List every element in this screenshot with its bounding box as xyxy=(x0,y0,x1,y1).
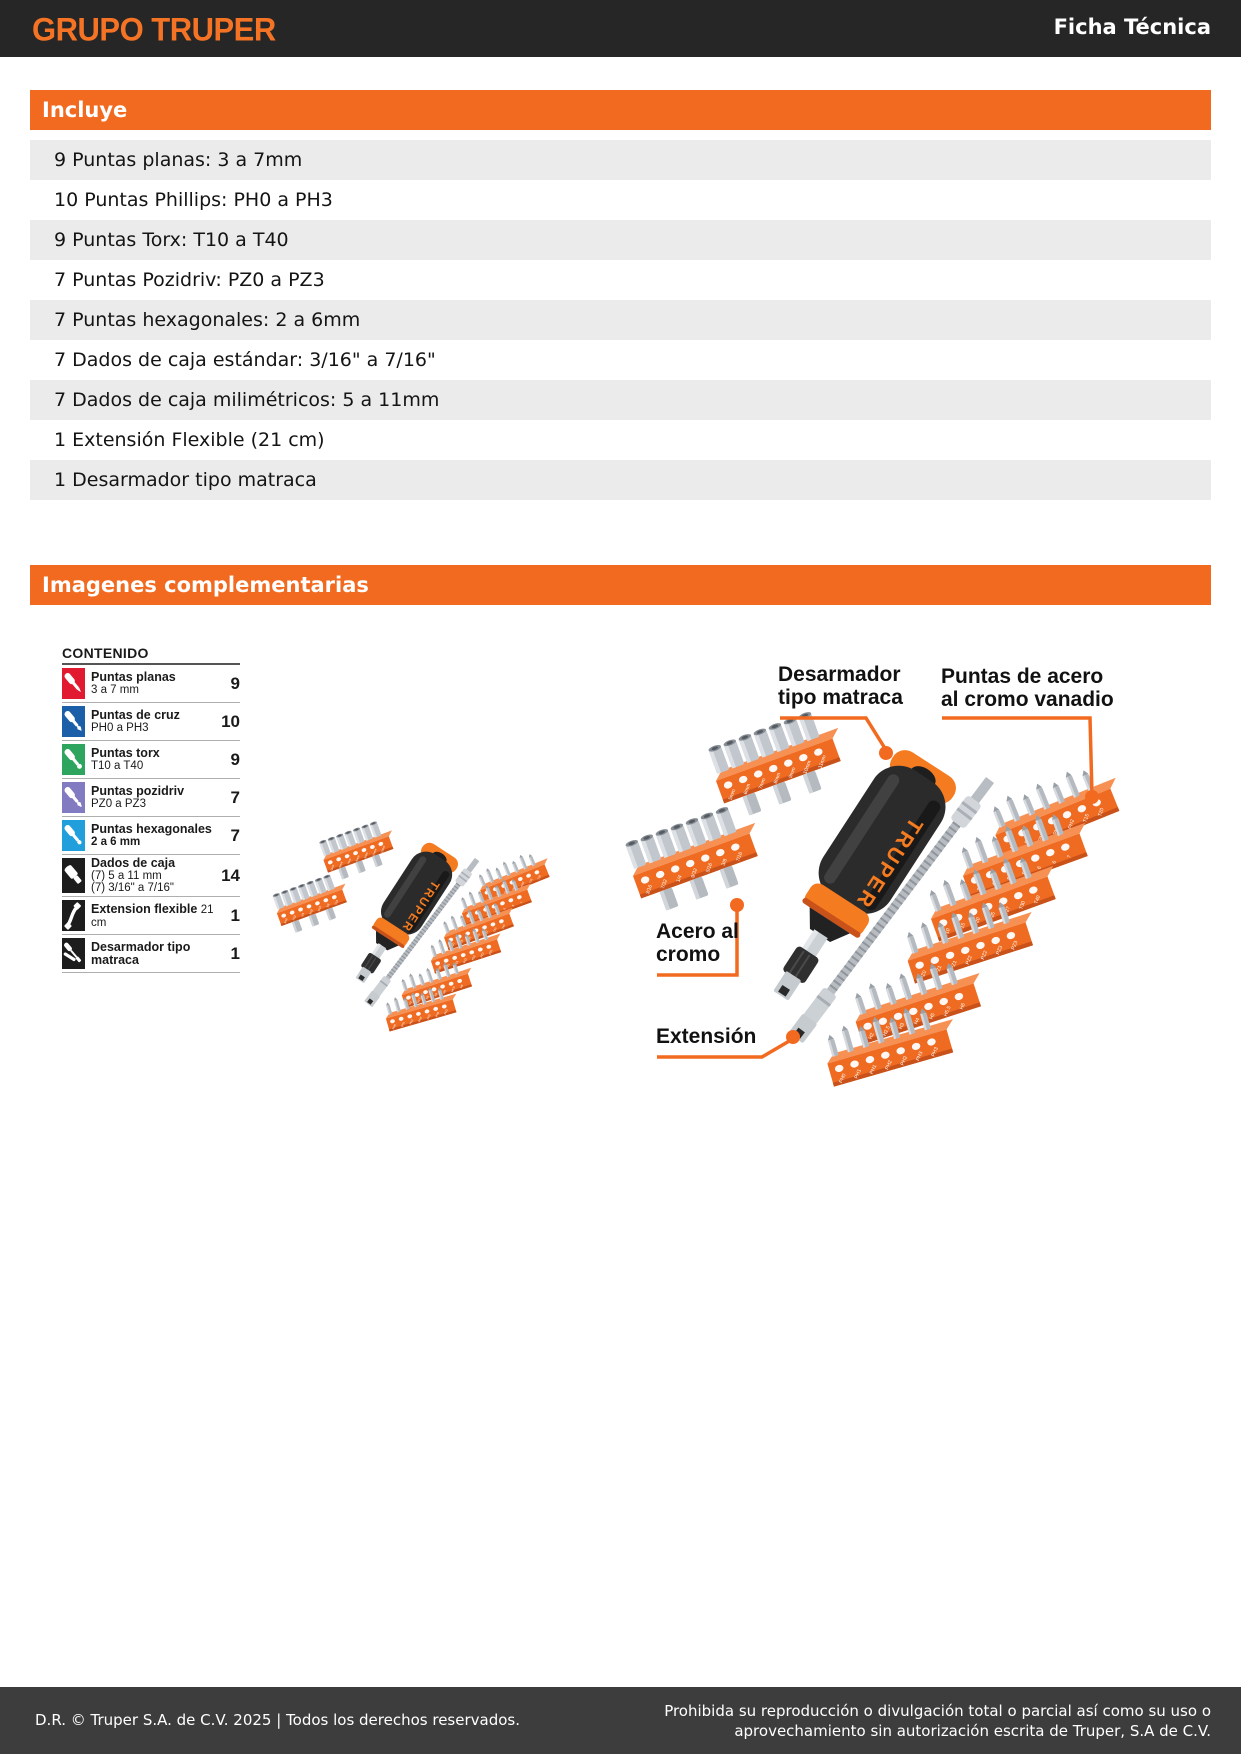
callout-label-desarmador: Desarmador tipo matraca xyxy=(778,663,903,709)
document-type-title: Ficha Técnica xyxy=(1053,15,1211,39)
callout-label-extension: Extensión xyxy=(656,1025,757,1048)
list-item: 7 Puntas Pozidriv: PZ0 a PZ3 xyxy=(54,269,325,291)
quantity: 7 xyxy=(230,825,240,845)
contenido-title: CONTENIDO xyxy=(62,645,240,665)
list-item: 9 Puntas Torx: T10 a T40 xyxy=(30,220,1211,260)
footer-copyright: D.R. © Truper S.A. de C.V. 2025 | Todos los derechos reservados. xyxy=(35,1711,520,1729)
quantity: 10 xyxy=(221,711,240,731)
callout-label-puntas: Puntas de acero al cromo vanadio xyxy=(941,665,1114,711)
list-item: 10 Puntas Phillips: PH0 a PH3 xyxy=(54,189,333,211)
header-bar xyxy=(0,0,1241,57)
list-item: 7 Dados de caja milimétricos: 5 a 11mm xyxy=(30,380,1211,420)
contenido-row: Extension flexible 21 cm 1 xyxy=(62,897,240,935)
grupo-truper-logo: GRUPO TRUPER xyxy=(32,11,276,48)
quantity: 7 xyxy=(230,787,240,807)
section-header-imagenes: Imagenes complementarias xyxy=(30,565,1211,605)
quantity: 9 xyxy=(230,673,240,693)
quantity: 1 xyxy=(230,905,240,925)
contenido-row: Puntas de cruz PH0 a PH3 10 xyxy=(62,703,240,741)
contenido-row: Puntas torx T10 a T40 9 xyxy=(62,741,240,779)
phillips-bit-icon xyxy=(62,706,85,737)
incluye-list xyxy=(30,140,1211,500)
quantity: 1 xyxy=(230,943,240,963)
product-photo-main xyxy=(250,750,564,1042)
contenido-row: Desarmador tipo matraca 1 xyxy=(62,935,240,973)
contenido-row: Dados de caja (7) 5 a 11 mm (7) 3/16" a 7/16" 14 xyxy=(62,855,240,897)
callout-label-acero: Acero al cromo xyxy=(656,920,739,966)
footer-bar xyxy=(0,1687,1241,1754)
torx-bit-icon xyxy=(62,744,85,775)
flat-bit-icon xyxy=(62,668,85,699)
quantity: 14 xyxy=(221,865,240,885)
flexible-extension-icon xyxy=(62,900,85,931)
contenido-row: Puntas planas 3 a 7 mm 9 xyxy=(62,665,240,703)
list-item: 7 Dados de caja estándar: 3/16" a 7/16" xyxy=(54,349,436,371)
list-item: 1 Extensión Flexible (21 cm) xyxy=(54,429,325,451)
ratchet-screwdriver-icon xyxy=(62,938,85,969)
contenido-table xyxy=(62,645,240,973)
list-item: 1 Desarmador tipo matraca xyxy=(30,460,1211,500)
contenido-row: Puntas pozidriv PZ0 a PZ3 7 xyxy=(62,779,240,817)
footer-legal: Prohibida su reproducción o divulgación total o parcial así como su uso o aprovechamiento sin autorización escrita de Truper, S.A de C.V. xyxy=(664,1702,1211,1740)
hex-bit-icon xyxy=(62,820,85,851)
list-item: 7 Puntas hexagonales: 2 a 6mm xyxy=(30,300,1211,340)
section-header-incluye: Incluye xyxy=(30,90,1211,130)
socket-icon xyxy=(62,858,85,893)
contenido-row: Puntas hexagonales 2 a 6 mm 7 xyxy=(62,817,240,855)
list-item: 9 Puntas planas: 3 a 7mm xyxy=(30,140,1211,180)
quantity: 9 xyxy=(230,749,240,769)
pozidriv-bit-icon xyxy=(62,782,85,813)
